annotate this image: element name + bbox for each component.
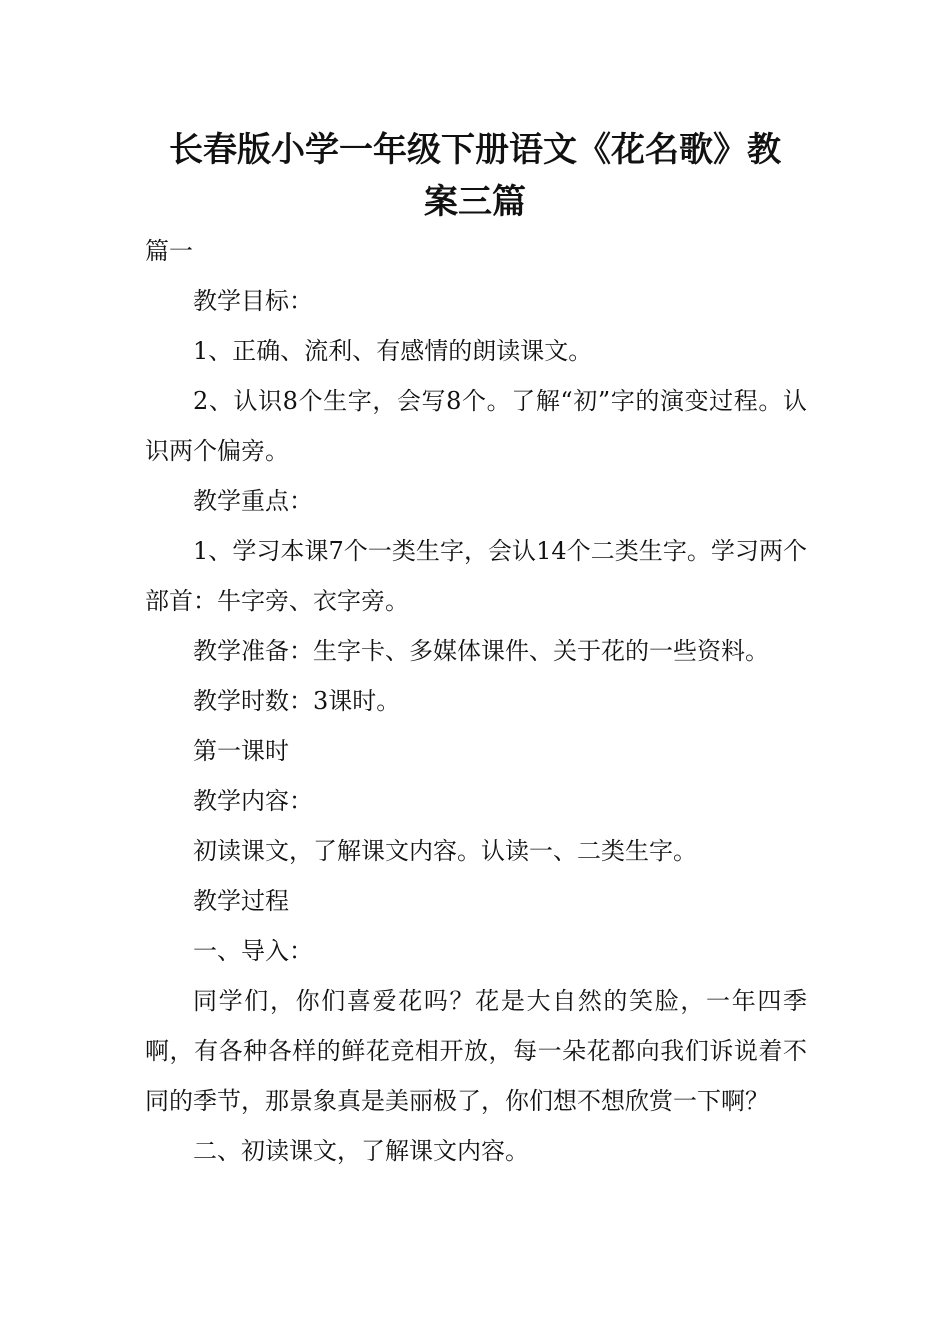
paragraph: 初读课文，了解课文内容。认读一、二类生字。	[193, 837, 697, 865]
paragraph: 教学准备：生字卡、多媒体课件、关于花的一些资料。	[193, 637, 769, 665]
paragraph: 一、导入：	[193, 937, 313, 965]
section-heading: 篇一	[145, 237, 193, 265]
document-body	[145, 226, 807, 1176]
title-line-2: 案三篇	[424, 182, 526, 222]
paragraph: 2、认识8个生字，会写8个。了解“初”字的演变过程。认识两个偏旁。	[145, 387, 807, 465]
paragraph: 教学重点：	[193, 487, 313, 515]
paragraph: 二、初读课文，了解课文内容。	[193, 1137, 529, 1165]
paragraph: 1、正确、流利、有感情的朗读课文。	[193, 337, 593, 365]
paragraph: 教学过程	[193, 887, 289, 915]
paragraph: 教学目标：	[193, 287, 313, 315]
paragraph: 第一课时	[193, 737, 289, 765]
paragraph: 教学内容：	[193, 787, 313, 815]
paragraph: 1、学习本课7个一类生字，会认14个二类生字。学习两个部首：牛字旁、衣字旁。	[145, 537, 807, 615]
document-title	[145, 124, 805, 228]
paragraph: 同学们，你们喜爱花吗？花是大自然的笑脸，一年四季啊，有各种各样的鲜花竞相开放，每一朵花都向我们诉说着不同的季节，那景象真是美丽极了，你们想不想欣赏一下啊？	[145, 987, 807, 1115]
title-line-1: 长春版小学一年级下册语文《花名歌》教	[169, 130, 781, 170]
paragraph: 教学时数：3课时。	[193, 687, 401, 715]
